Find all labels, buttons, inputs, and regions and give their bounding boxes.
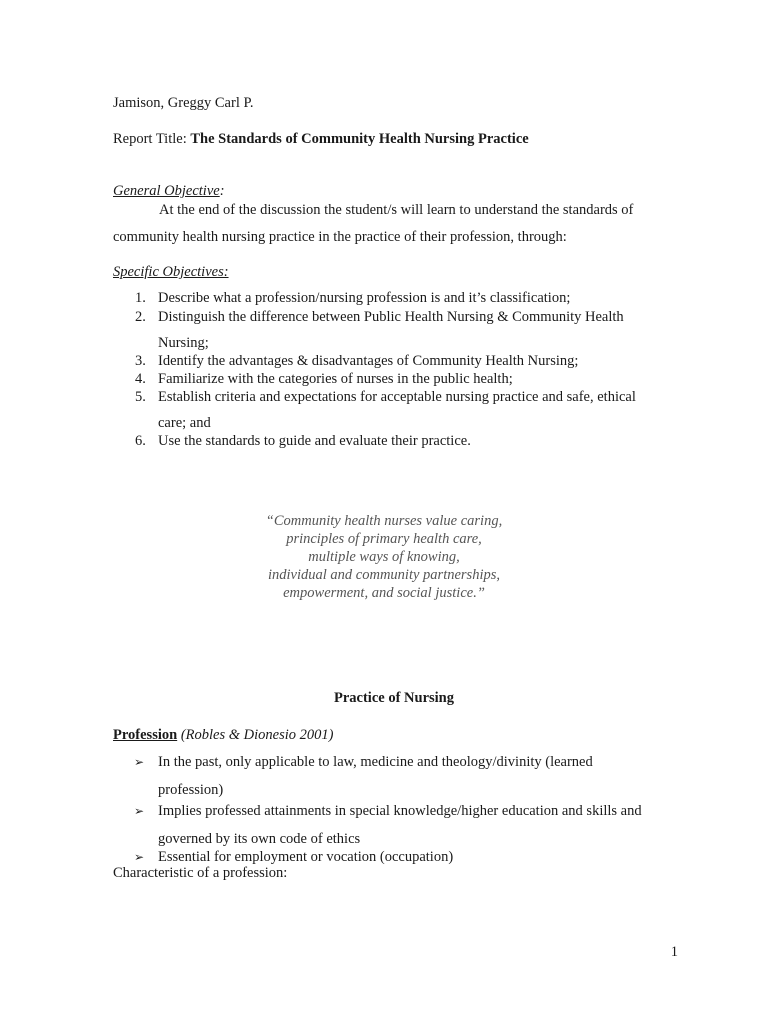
list-item — [113, 308, 673, 352]
list-item — [134, 753, 694, 799]
list-item — [113, 352, 673, 370]
general-objective-colon: : — [219, 183, 225, 199]
report-title-line — [113, 131, 529, 148]
quote-line: multiple ways of knowing, — [308, 549, 460, 565]
general-objective-text-1: At the end of the discussion the student/s will learn to understand the standards of — [159, 202, 634, 218]
author-name: Jamison, Greggy Carl P. — [113, 95, 254, 111]
list-item — [113, 388, 673, 432]
list-text: Describe what a profession/nursing profession is and it’s classification; — [158, 290, 571, 306]
page-number: 1 — [670, 944, 678, 960]
list-text: Familiarize with the categories of nurses in the public health; — [158, 371, 513, 387]
general-objective-heading — [113, 183, 225, 200]
list-item — [113, 289, 673, 307]
characteristic-heading: Characteristic of a profession: — [113, 865, 288, 881]
list-item — [134, 848, 694, 866]
list-text-continued: governed by its own code of ethics — [158, 831, 361, 847]
general-objective-text-2: community health nursing practice in the practice of their profession, through: — [113, 229, 567, 245]
section-title: Practice of Nursing — [334, 690, 454, 706]
specific-objectives-heading: Specific Objectives: — [113, 264, 229, 280]
list-item — [113, 432, 673, 450]
quote-line: principles of primary health care, — [286, 531, 482, 547]
arrow-bullet-icon: ➢ — [134, 850, 145, 864]
list-number: 6. — [135, 433, 146, 449]
quote-line: “Community health nurses value caring, — [265, 513, 503, 529]
list-text-continued: care; and — [158, 415, 211, 431]
list-number: 4. — [135, 371, 146, 387]
arrow-bullet-icon: ➢ — [134, 755, 145, 769]
list-text: Implies professed attainments in special knowledge/higher education and skills and — [158, 803, 642, 819]
list-text: Use the standards to guide and evaluate their practice. — [158, 433, 471, 449]
list-number: 3. — [135, 353, 146, 369]
quote-line: empowerment, and social justice.” — [283, 585, 485, 601]
list-text-continued: profession) — [158, 782, 224, 798]
general-objective-label: General Objective — [113, 183, 220, 199]
list-item — [113, 370, 673, 388]
list-text: In the past, only applicable to law, medicine and theology/divinity (learned — [158, 754, 593, 770]
profession-citation: (Robles & Dionesio 2001) — [180, 727, 334, 743]
list-text-continued: Nursing; — [158, 335, 209, 351]
list-text: Essential for employment or vocation (occupation) — [158, 849, 454, 865]
profession-term: Profession — [113, 727, 178, 743]
quote-line: individual and community partnerships, — [268, 567, 500, 583]
quote-block — [0, 512, 768, 602]
list-item — [134, 802, 694, 848]
profession-bullets — [134, 753, 694, 866]
list-text: Distinguish the difference between Public Health Nursing & Community Health — [158, 309, 624, 325]
list-number: 2. — [135, 309, 146, 325]
list-text: Establish criteria and expectations for acceptable nursing practice and safe, ethical — [158, 389, 636, 405]
list-number: 1. — [135, 290, 146, 306]
list-text: Identify the advantages & disadvantages of Community Health Nursing; — [158, 353, 579, 369]
report-title: The Standards of Community Health Nursing Practice — [190, 131, 529, 147]
report-title-label: Report Title: — [113, 131, 187, 147]
profession-heading — [113, 727, 333, 744]
list-number: 5. — [135, 389, 146, 405]
specific-objectives-list — [113, 289, 673, 450]
arrow-bullet-icon: ➢ — [134, 804, 145, 818]
